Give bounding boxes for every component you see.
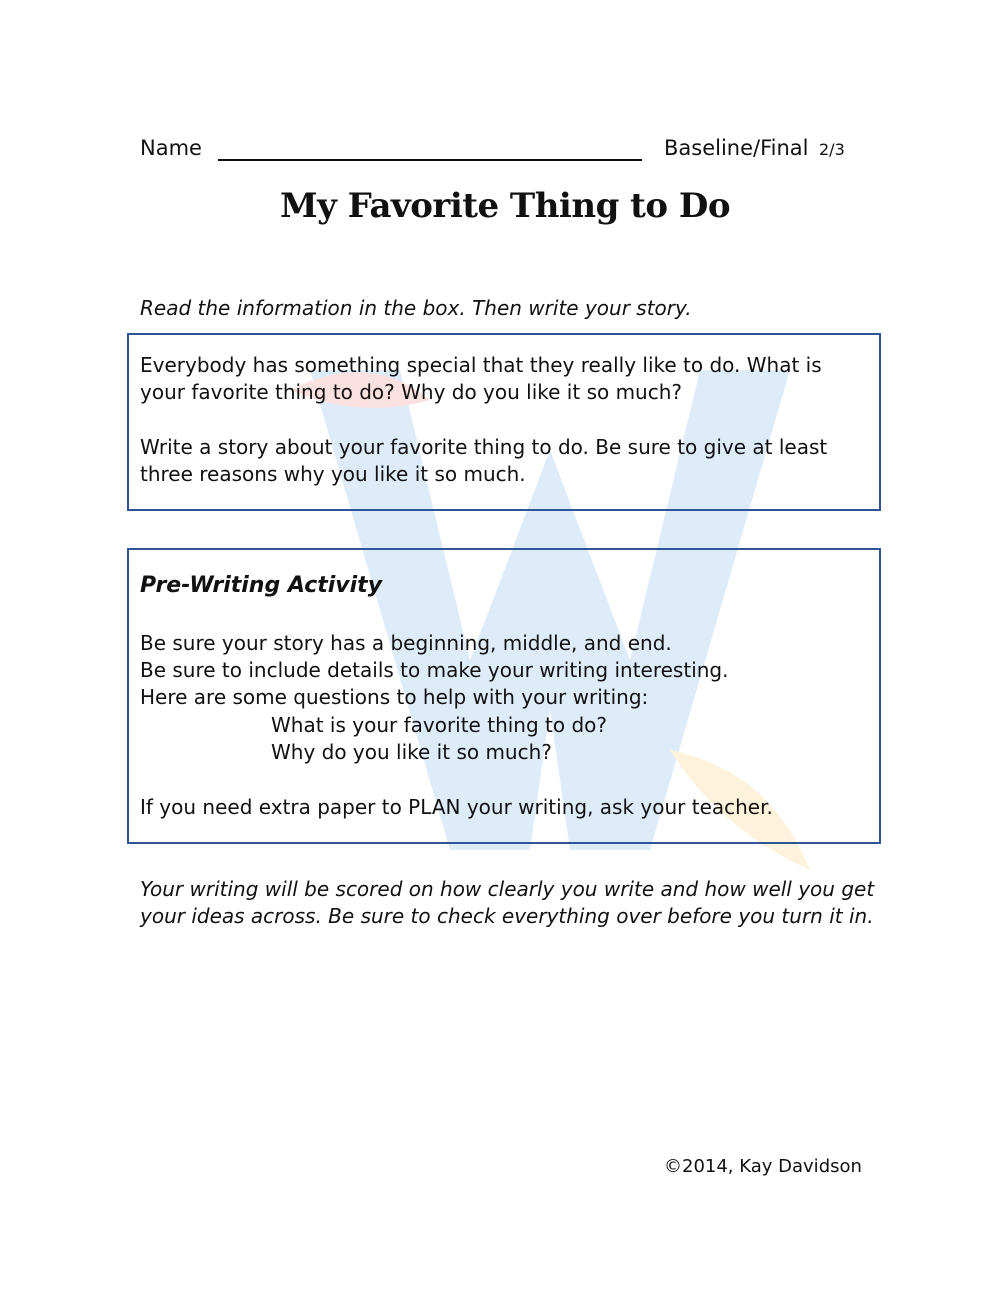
prewriting-question-1: What is your favorite thing to do? <box>271 713 608 737</box>
page-title: My Favorite Thing to Do <box>279 186 731 226</box>
prewriting-heading: Pre-Writing Activity <box>140 573 383 598</box>
copyright-notice: ©2014, Kay Davidson <box>664 1156 862 1177</box>
prewriting-line-2: Be sure to include details to make your writing interesting. <box>140 658 729 682</box>
prewriting-line-3: Here are some questions to help with your writing: <box>140 685 649 709</box>
prewriting-question-2: Why do you like it so much? <box>271 740 552 764</box>
closing-note: Your writing will be scored on how clearly you write and how well you get your ideas across. Be sure to check everything over before you turn it in. <box>140 877 875 928</box>
prompt-paragraph-1: Everybody has something special that they really like to do. What is your favorite thing to do? Why do you like it so much? <box>140 353 822 404</box>
name-blank-line <box>218 159 642 161</box>
prompt-paragraph-2: Write a story about your favorite thing to do. Be sure to give at least three reasons why you like it so much. <box>140 435 828 486</box>
name-label: Name <box>140 136 202 160</box>
instruction-text: Read the information in the box. Then write your story. <box>140 296 692 320</box>
prewriting-line-1: Be sure your story has a beginning, middle, and end. <box>140 631 672 655</box>
baseline-final-label: Baseline/Final <box>664 136 809 160</box>
page-fraction: 2/3 <box>819 140 845 159</box>
prewriting-line-4: If you need extra paper to PLAN your writing, ask your teacher. <box>140 795 773 819</box>
header-row <box>140 136 860 166</box>
